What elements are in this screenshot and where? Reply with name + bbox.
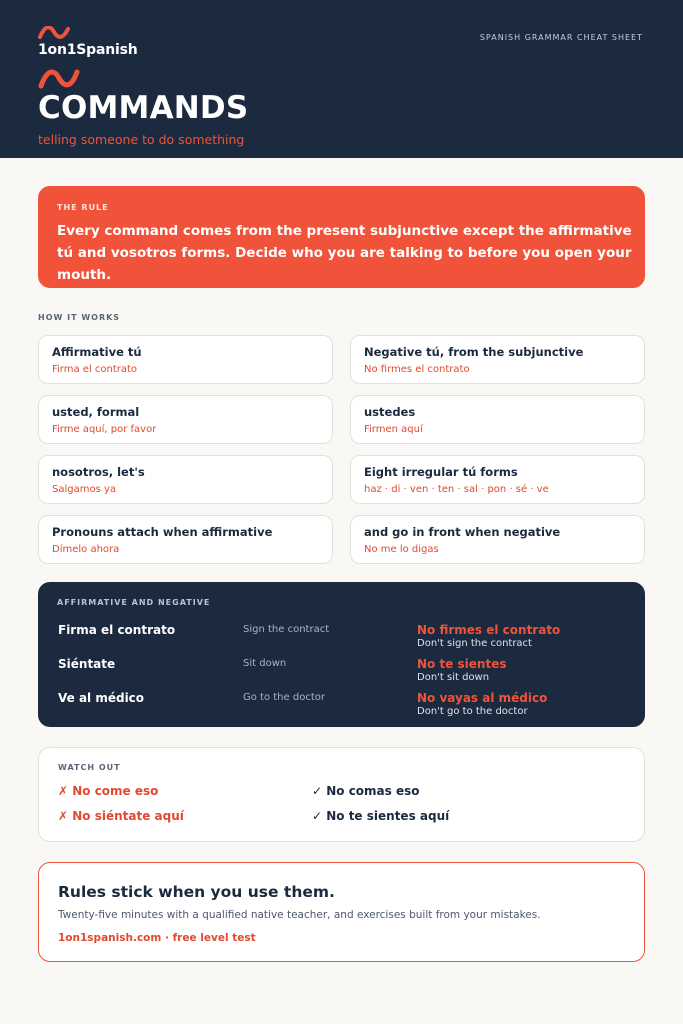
affirmative-en: Go to the doctor <box>243 692 325 703</box>
card-title: Eight irregular tú forms <box>364 465 518 479</box>
card-title: nosotros, let's <box>52 465 145 479</box>
page-subtitle: telling someone to do something <box>38 132 245 147</box>
negative-en: Don't sign the contract <box>417 638 532 649</box>
title-wave-icon <box>38 68 80 90</box>
card-title: ustedes <box>364 405 416 419</box>
cta-box <box>38 862 645 962</box>
wrong-example: ✗ No siéntate aquí <box>58 809 184 823</box>
negative-es: No vayas al médico <box>417 691 548 705</box>
rule-text: Every command comes from the present subjunctive except the affirmative tú and vosotros forms. Decide who you are talking to before you open your mouth. <box>57 223 632 283</box>
card-nosotros <box>38 455 333 504</box>
header-kicker: SPANISH GRAMMAR CHEAT SHEET <box>479 33 643 42</box>
card-title: and go in front when negative <box>364 525 561 539</box>
card-pronouns-negative <box>350 515 645 564</box>
affirmative-en: Sit down <box>243 658 287 669</box>
watch-out-box <box>38 747 645 842</box>
affirmative-es: Ve al médico <box>58 691 145 705</box>
card-irregular-tu <box>350 455 645 504</box>
negative-es: No firmes el contrato <box>417 623 561 637</box>
wrong-example: ✗ No come eso <box>58 784 159 798</box>
correct-example: ✓ No comas eso <box>312 784 420 798</box>
card-pronouns-affirmative <box>38 515 333 564</box>
card-affirmative-tu <box>38 335 333 384</box>
card-title: usted, formal <box>52 405 140 419</box>
card-example: No firmes el contrato <box>364 364 470 375</box>
how-it-works-label: HOW IT WORKS <box>38 313 121 322</box>
card-example: Firmen aquí <box>364 424 423 435</box>
card-example: Salgamos ya <box>52 484 117 495</box>
affirmative-en: Sign the contract <box>243 624 330 635</box>
card-example: No me lo digas <box>364 544 439 555</box>
card-example: haz · di · ven · ten · sal · pon · sé · ve <box>364 484 549 495</box>
negative-en: Don't sit down <box>417 672 490 683</box>
rule-label: THE RULE <box>57 203 109 212</box>
header <box>0 0 683 158</box>
affirmative-es: Siéntate <box>58 657 116 671</box>
watch-out-label: WATCH OUT <box>58 763 121 772</box>
logo-wave-icon <box>38 26 70 40</box>
page-title: COMMANDS <box>38 90 249 126</box>
card-title: Negative tú, from the subjunctive <box>364 345 584 359</box>
cta-link[interactable]: 1on1spanish.com · free level test <box>58 932 256 944</box>
affirmative-es: Firma el contrato <box>58 623 176 637</box>
negative-es: No te sientes <box>417 657 507 671</box>
card-example: Dímelo ahora <box>52 544 120 555</box>
cta-text: Twenty-five minutes with a qualified native teacher, and exercises built from your mistakes. <box>58 909 541 921</box>
card-ustedes <box>350 395 645 444</box>
brand-logo[interactable]: 1on1Spanish <box>38 42 138 58</box>
affirmative-negative-box <box>38 582 645 727</box>
card-usted <box>38 395 333 444</box>
card-title: Pronouns attach when affirmative <box>52 525 273 539</box>
rule-box <box>38 186 645 288</box>
affirmative-negative-label: AFFIRMATIVE AND NEGATIVE <box>57 598 211 607</box>
cta-title: Rules stick when you use them. <box>58 883 335 901</box>
card-example: Firma el contrato <box>52 364 138 375</box>
correct-example: ✓ No te sientes aquí <box>312 809 450 823</box>
card-title: Affirmative tú <box>52 345 142 359</box>
card-negative-tu <box>350 335 645 384</box>
negative-en: Don't go to the doctor <box>417 706 528 717</box>
card-example: Firme aquí, por favor <box>52 424 157 435</box>
